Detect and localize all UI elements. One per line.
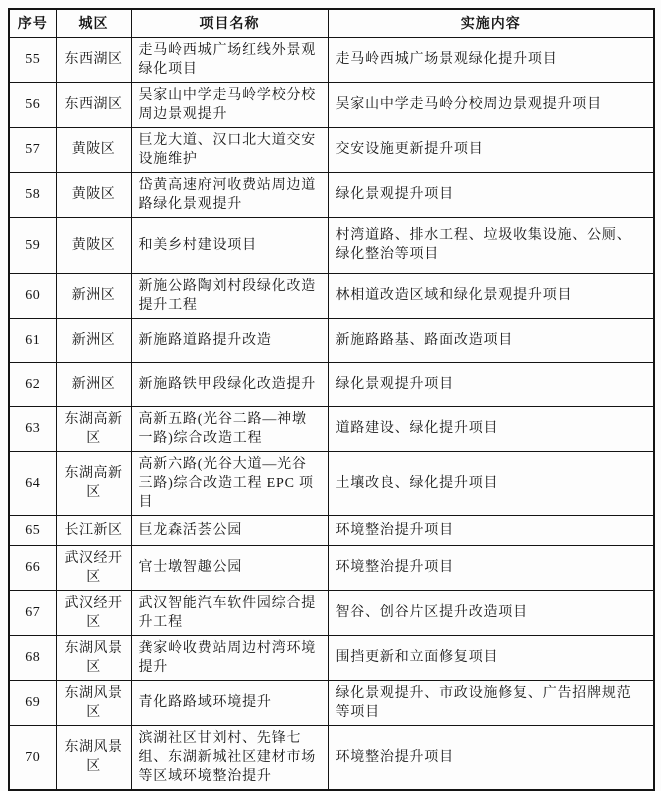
district-cell: 东湖风景区 [56, 680, 131, 725]
implementation-cell: 土壤改良、绿化提升项目 [328, 451, 654, 515]
table-row [9, 37, 654, 82]
project-name-cell: 青化路路域环境提升 [131, 680, 328, 725]
table-row [9, 362, 654, 406]
project-name-cell: 吴家山中学走马岭学校分校周边景观提升 [131, 82, 328, 127]
row-number-cell: 55 [9, 37, 56, 82]
project-name-cell: 新施路道路提升改造 [131, 318, 328, 362]
district-cell: 武汉经开区 [56, 590, 131, 635]
implementation-cell: 新施路路基、路面改造项目 [328, 318, 654, 362]
implementation-cell: 走马岭西城广场景观绿化提升项目 [328, 37, 654, 82]
table-row [9, 515, 654, 545]
implementation-cell: 绿化景观提升项目 [328, 362, 654, 406]
project-name-cell: 岱黄高速府河收费站周边道路绿化景观提升 [131, 172, 328, 217]
row-number-cell: 67 [9, 590, 56, 635]
district-cell: 长江新区 [56, 515, 131, 545]
table-row [9, 545, 654, 590]
district-cell: 东湖高新区 [56, 406, 131, 451]
project-name-cell: 巨龙森活荟公园 [131, 515, 328, 545]
implementation-cell: 村湾道路、排水工程、垃圾收集设施、公厕、绿化整治等项目 [328, 217, 654, 273]
row-number-cell: 59 [9, 217, 56, 273]
project-name-cell: 新施公路陶刘村段绿化改造提升工程 [131, 273, 328, 318]
implementation-cell: 绿化景观提升项目 [328, 172, 654, 217]
district-cell: 新洲区 [56, 362, 131, 406]
district-cell: 东湖风景区 [56, 635, 131, 680]
row-number-cell: 65 [9, 515, 56, 545]
project-name-cell: 龚家岭收费站周边村湾环境提升 [131, 635, 328, 680]
table-row [9, 590, 654, 635]
district-cell: 东湖风景区 [56, 725, 131, 790]
district-cell: 黄陂区 [56, 172, 131, 217]
implementation-cell: 围挡更新和立面修复项目 [328, 635, 654, 680]
implementation-cell: 绿化景观提升、市政设施修复、广告招牌规范等项目 [328, 680, 654, 725]
row-number-cell: 60 [9, 273, 56, 318]
table-row [9, 273, 654, 318]
project-name-cell: 巨龙大道、汉口北大道交安设施维护 [131, 127, 328, 172]
column-header-implementation: 实施内容 [328, 9, 654, 37]
implementation-cell: 环境整治提升项目 [328, 725, 654, 790]
project-name-cell: 高新六路(光谷大道—光谷三路)综合改造工程 EPC 项目 [131, 451, 328, 515]
implementation-cell: 环境整治提升项目 [328, 515, 654, 545]
row-number-cell: 58 [9, 172, 56, 217]
district-cell: 武汉经开区 [56, 545, 131, 590]
project-name-cell: 高新五路(光谷二路—神墩一路)综合改造工程 [131, 406, 328, 451]
table-row [9, 172, 654, 217]
table-row [9, 680, 654, 725]
table-row [9, 318, 654, 362]
implementation-cell: 吴家山中学走马岭分校周边景观提升项目 [328, 82, 654, 127]
district-cell: 黄陂区 [56, 127, 131, 172]
table-row [9, 127, 654, 172]
district-cell: 东湖高新区 [56, 451, 131, 515]
table-row [9, 406, 654, 451]
district-cell: 东西湖区 [56, 82, 131, 127]
implementation-cell: 智谷、创谷片区提升改造项目 [328, 590, 654, 635]
table-row [9, 635, 654, 680]
row-number-cell: 69 [9, 680, 56, 725]
district-cell: 新洲区 [56, 273, 131, 318]
column-header-district: 城区 [56, 9, 131, 37]
row-number-cell: 70 [9, 725, 56, 790]
project-name-cell: 和美乡村建设项目 [131, 217, 328, 273]
implementation-cell: 交安设施更新提升项目 [328, 127, 654, 172]
table-row [9, 451, 654, 515]
district-cell: 东西湖区 [56, 37, 131, 82]
row-number-cell: 61 [9, 318, 56, 362]
district-cell: 新洲区 [56, 318, 131, 362]
implementation-cell: 环境整治提升项目 [328, 545, 654, 590]
row-number-cell: 56 [9, 82, 56, 127]
row-number-cell: 63 [9, 406, 56, 451]
implementation-cell: 林相道改造区域和绿化景观提升项目 [328, 273, 654, 318]
project-name-cell: 武汉智能汽车软件园综合提升工程 [131, 590, 328, 635]
row-number-cell: 57 [9, 127, 56, 172]
header-row [9, 9, 654, 37]
row-number-cell: 66 [9, 545, 56, 590]
project-name-cell: 滨湖社区甘刘村、先锋七组、东湖新城社区建材市场等区域环境整治提升 [131, 725, 328, 790]
table-row [9, 217, 654, 273]
table-row [9, 82, 654, 127]
project-name-cell: 官士墩智趣公园 [131, 545, 328, 590]
row-number-cell: 62 [9, 362, 56, 406]
district-cell: 黄陂区 [56, 217, 131, 273]
row-number-cell: 64 [9, 451, 56, 515]
column-header-project-name: 项目名称 [131, 9, 328, 37]
column-header-no: 序号 [9, 9, 56, 37]
project-name-cell: 新施路铁甲段绿化改造提升 [131, 362, 328, 406]
row-number-cell: 68 [9, 635, 56, 680]
project-name-cell: 走马岭西城广场红线外景观绿化项目 [131, 37, 328, 82]
implementation-cell: 道路建设、绿化提升项目 [328, 406, 654, 451]
projects-table [8, 8, 655, 791]
